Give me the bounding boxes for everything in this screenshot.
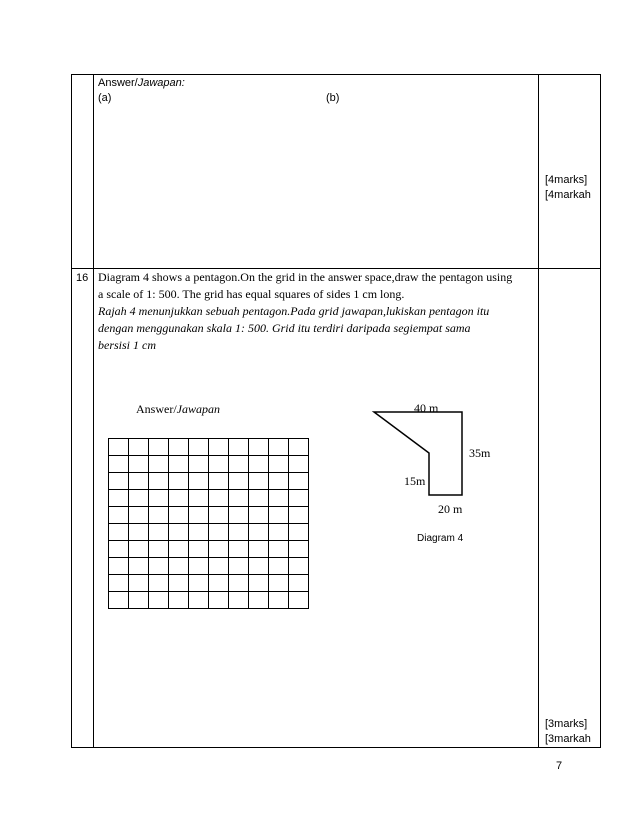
grid-cell[interactable]	[169, 541, 189, 558]
grid-cell[interactable]	[109, 473, 129, 490]
grid-cell[interactable]	[249, 541, 269, 558]
part-b-label: (b)	[326, 92, 340, 104]
grid-cell[interactable]	[209, 524, 229, 541]
marks-en: [4marks]	[545, 174, 588, 186]
grid-cell[interactable]	[289, 439, 309, 456]
part-a-label: (a)	[98, 92, 112, 104]
grid-cell[interactable]	[209, 439, 229, 456]
grid-row	[109, 541, 309, 558]
question-number: 16	[76, 272, 89, 284]
grid-cell[interactable]	[109, 439, 129, 456]
grid-cell[interactable]	[169, 592, 189, 609]
grid-cell[interactable]	[109, 575, 129, 592]
grid-cell[interactable]	[289, 507, 309, 524]
grid-cell[interactable]	[149, 575, 169, 592]
grid-row	[109, 439, 309, 456]
grid-table	[108, 438, 309, 609]
table-bottom-border	[71, 747, 601, 748]
grid-cell[interactable]	[289, 490, 309, 507]
grid-cell[interactable]	[229, 524, 249, 541]
number-column-divider	[93, 74, 94, 748]
grid-cell[interactable]	[269, 575, 289, 592]
grid-cell[interactable]	[229, 473, 249, 490]
answer-label-16-en: Answer/	[136, 402, 177, 416]
grid-cell[interactable]	[269, 524, 289, 541]
row-divider	[71, 268, 601, 269]
answer-label-en: Answer/	[98, 77, 138, 89]
grid-row	[109, 456, 309, 473]
grid-cell[interactable]	[189, 456, 209, 473]
grid-cell[interactable]	[169, 490, 189, 507]
grid-cell[interactable]	[289, 592, 309, 609]
grid-cell[interactable]	[129, 456, 149, 473]
grid-cell[interactable]	[249, 575, 269, 592]
grid-row	[109, 575, 309, 592]
grid-cell[interactable]	[189, 473, 209, 490]
answer-label-16	[136, 402, 220, 417]
grid-cell[interactable]	[249, 439, 269, 456]
grid-cell[interactable]	[269, 456, 289, 473]
marks-ms: [4markah	[545, 189, 591, 201]
grid-cell[interactable]	[109, 490, 129, 507]
grid-row	[109, 592, 309, 609]
grid-cell[interactable]	[269, 473, 289, 490]
grid-cell[interactable]	[229, 541, 249, 558]
grid-cell[interactable]	[189, 490, 209, 507]
grid-cell[interactable]	[149, 541, 169, 558]
grid-cell[interactable]	[129, 575, 149, 592]
table-left-border	[71, 74, 72, 748]
table-top-border	[71, 74, 601, 75]
page-number: 7	[556, 760, 563, 772]
grid-cell[interactable]	[149, 558, 169, 575]
answer-label-16-ms: Jawapan	[176, 402, 221, 416]
grid-cell[interactable]	[109, 558, 129, 575]
grid-cell[interactable]	[169, 473, 189, 490]
grid-cell[interactable]	[149, 524, 169, 541]
grid-cell[interactable]	[229, 456, 249, 473]
grid-cell[interactable]	[289, 575, 309, 592]
grid-cell[interactable]	[149, 439, 169, 456]
grid-cell[interactable]	[269, 507, 289, 524]
grid-cell[interactable]	[229, 490, 249, 507]
grid-cell[interactable]	[269, 558, 289, 575]
grid-cell[interactable]	[289, 456, 309, 473]
question-en-line2: a scale of 1: 500. The grid has equal squares of sides 1 cm long.	[98, 287, 405, 301]
grid-cell[interactable]	[129, 592, 149, 609]
grid-cell[interactable]	[209, 473, 229, 490]
marks-column-divider	[538, 74, 539, 748]
question-ms-line1: Rajah 4 menunjukkan sebuah pentagon.Pada grid jawapan,lukiskan pentagon itu	[98, 304, 490, 318]
grid-cell[interactable]	[129, 558, 149, 575]
grid-cell[interactable]	[169, 558, 189, 575]
grid-cell[interactable]	[249, 490, 269, 507]
grid-cell[interactable]	[209, 541, 229, 558]
marks-ms-16: [3markah	[545, 733, 591, 745]
answer-grid[interactable]	[108, 438, 309, 609]
grid-cell[interactable]	[209, 490, 229, 507]
marks-en-16: [3marks]	[545, 718, 588, 730]
grid-cell[interactable]	[169, 439, 189, 456]
answer-label	[98, 77, 185, 89]
grid-cell[interactable]	[249, 473, 269, 490]
grid-cell[interactable]	[249, 558, 269, 575]
table-right-border	[600, 74, 601, 748]
grid-cell[interactable]	[249, 456, 269, 473]
grid-cell[interactable]	[189, 541, 209, 558]
grid-cell[interactable]	[209, 507, 229, 524]
grid-cell[interactable]	[229, 507, 249, 524]
grid-cell[interactable]	[189, 524, 209, 541]
grid-cell[interactable]	[129, 541, 149, 558]
grid-cell[interactable]	[249, 507, 269, 524]
grid-cell[interactable]	[209, 558, 229, 575]
grid-cell[interactable]	[189, 592, 209, 609]
grid-cell[interactable]	[229, 575, 249, 592]
grid-cell[interactable]	[109, 456, 129, 473]
grid-cell[interactable]	[249, 592, 269, 609]
grid-cell[interactable]	[269, 490, 289, 507]
grid-cell[interactable]	[109, 592, 129, 609]
grid-cell[interactable]	[229, 558, 249, 575]
grid-row	[109, 473, 309, 490]
grid-cell[interactable]	[109, 507, 129, 524]
grid-cell[interactable]	[269, 541, 289, 558]
grid-cell[interactable]	[169, 456, 189, 473]
grid-cell[interactable]	[169, 507, 189, 524]
grid-row	[109, 490, 309, 507]
grid-cell[interactable]	[229, 592, 249, 609]
grid-cell[interactable]	[189, 507, 209, 524]
grid-cell[interactable]	[169, 524, 189, 541]
diagram-label-top: 40 m	[414, 401, 439, 415]
grid-cell[interactable]	[149, 507, 169, 524]
question-en-line1: Diagram 4 shows a pentagon.On the grid in the answer space,draw the pentagon using	[98, 270, 513, 284]
grid-cell[interactable]	[269, 592, 289, 609]
grid-row	[109, 524, 309, 541]
grid-cell[interactable]	[149, 592, 169, 609]
diagram-caption: Diagram 4	[417, 533, 464, 544]
diagram-label-right: 35m	[469, 446, 491, 460]
question-ms-line2: dengan menggunakan skala 1: 500. Grid itu terdiri daripada segiempat sama	[98, 321, 471, 335]
grid-cell[interactable]	[129, 439, 149, 456]
grid-cell[interactable]	[149, 456, 169, 473]
grid-cell[interactable]	[269, 439, 289, 456]
diagram-label-left: 15m	[404, 474, 426, 488]
grid-cell[interactable]	[209, 456, 229, 473]
grid-cell[interactable]	[289, 558, 309, 575]
grid-cell[interactable]	[129, 507, 149, 524]
question-ms-line3: bersisi 1 cm	[98, 338, 156, 352]
diagram-label-bottom: 20 m	[438, 502, 463, 516]
grid-cell[interactable]	[169, 575, 189, 592]
grid-cell[interactable]	[249, 524, 269, 541]
grid-cell[interactable]	[189, 558, 209, 575]
grid-cell[interactable]	[129, 524, 149, 541]
grid-row	[109, 558, 309, 575]
grid-cell[interactable]	[189, 575, 209, 592]
grid-cell[interactable]	[129, 473, 149, 490]
grid-cell[interactable]	[109, 524, 129, 541]
grid-cell[interactable]	[289, 524, 309, 541]
grid-cell[interactable]	[129, 490, 149, 507]
grid-cell[interactable]	[149, 473, 169, 490]
grid-cell[interactable]	[289, 541, 309, 558]
grid-cell[interactable]	[209, 575, 229, 592]
grid-cell[interactable]	[229, 439, 249, 456]
grid-cell[interactable]	[289, 473, 309, 490]
grid-cell[interactable]	[149, 490, 169, 507]
grid-cell[interactable]	[189, 439, 209, 456]
answer-label-ms: Jawapan:	[137, 77, 185, 89]
grid-cell[interactable]	[109, 541, 129, 558]
grid-cell[interactable]	[209, 592, 229, 609]
grid-row	[109, 507, 309, 524]
